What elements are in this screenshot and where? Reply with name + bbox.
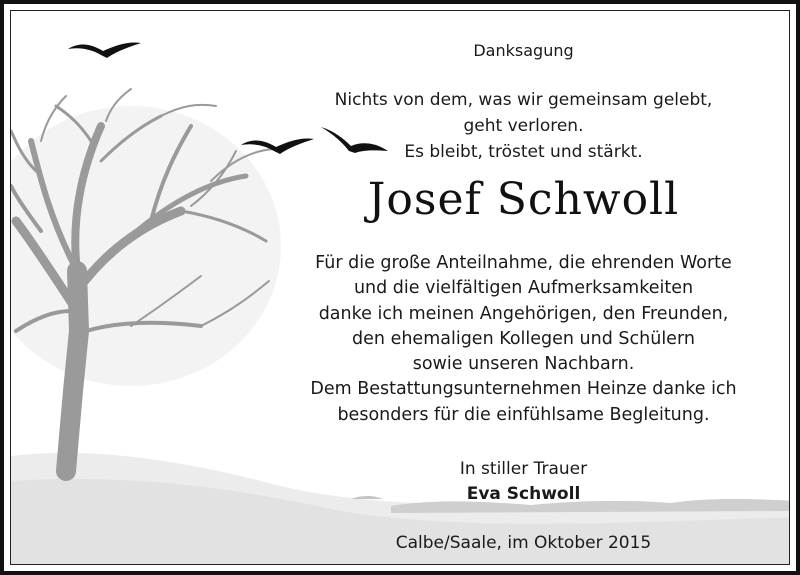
verse-line: Nichts von dem, was wir gemeinsam gelebt, xyxy=(334,90,713,110)
body-line: besonders für die einfühlsame Begleitung. xyxy=(337,404,710,425)
body-line: Dem Bestattungsunternehmen Heinze danke ich xyxy=(310,379,737,400)
body-line: und die vielfältigen Aufmerksamkeiten xyxy=(353,278,694,299)
signoff-block xyxy=(241,457,790,507)
thanks-body xyxy=(241,251,790,428)
body-line: Für die große Anteilnahme, die ehrenden Worte xyxy=(315,253,732,273)
place-date: Calbe/Saale, im Oktober 2015 xyxy=(395,533,652,553)
body-line: sowie unseren Nachbarn. xyxy=(412,354,635,375)
signoff: In stiller Trauer xyxy=(459,459,588,479)
body-line: den ehemaligen Kollegen und Schülern xyxy=(352,328,695,349)
verse xyxy=(241,87,790,165)
deceased-name: Josef Schwoll xyxy=(367,174,680,225)
card-inner-frame xyxy=(10,10,790,565)
heading-thanks: Danksagung xyxy=(473,41,574,60)
verse-line: Es bleibt, tröstet und stärkt. xyxy=(404,142,643,162)
verse-line: geht verloren. xyxy=(463,116,584,136)
body-line: danke ich meinen Angehörigen, den Freunden, xyxy=(318,303,729,324)
signer-name: Eva Schwoll xyxy=(466,484,581,504)
